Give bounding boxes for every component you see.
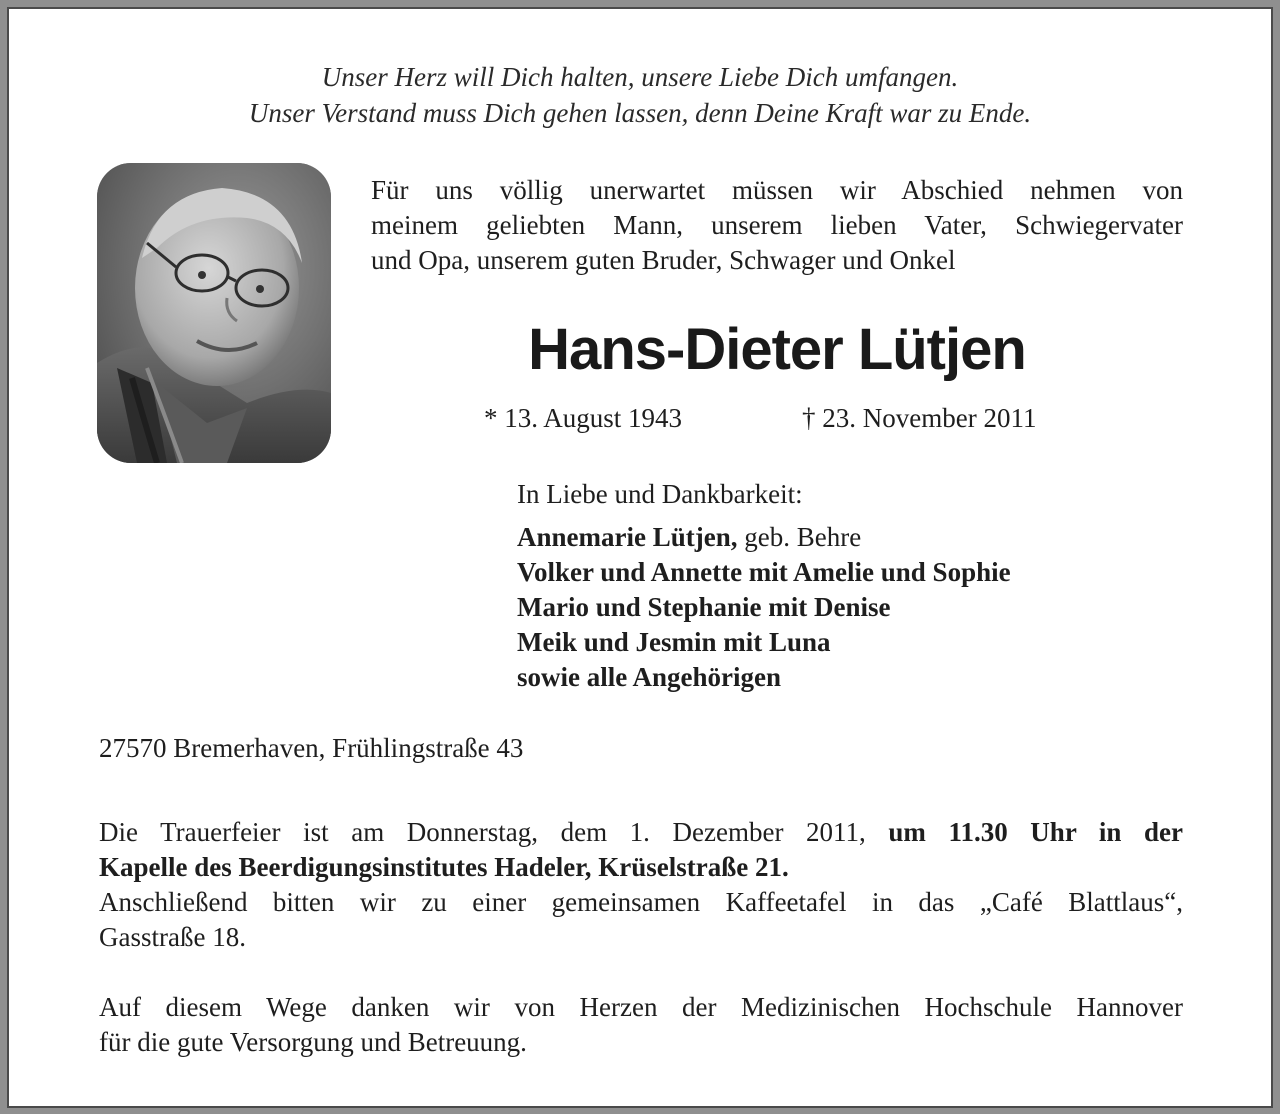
death-date: † 23. November 2011 [802,403,1037,433]
portrait-photo-icon [97,163,331,463]
funeral-location: Kapelle des Beerdigungsinstitutes Hadeler, Krüselstraße 21. [99,852,789,882]
funeral-info [99,815,1183,885]
motto-verse [9,59,1271,131]
family-spouse [517,520,1011,555]
thanks-line-1: Auf diesem Wege danken wir von Herzen der Medizinischen Hochschule Hannover [99,992,1183,1022]
thanks-line-2: für die gute Versorgung und Betreuung. [99,1027,527,1057]
intro-line-2: meinem geliebten Mann, unserem lieben Vater, Schwiegervater [371,210,1183,240]
spouse-name: Annemarie Lütjen, [517,522,738,552]
funeral-date: Die Trauerfeier ist am Donnerstag, dem 1. Dezember 2011, [99,817,889,847]
motto-line-1: Unser Herz will Dich halten, unsere Liebe Dich umfangen. [321,62,959,92]
reception-info [99,885,1183,955]
deceased-name: Hans-Dieter Lütjen [528,317,1026,382]
family-heading: In Liebe und Dankbarkeit: [517,479,803,509]
family-member: Meik und Jesmin mit Luna [517,627,831,657]
funeral-time: um 11.30 Uhr in der [888,817,1183,847]
family-signatures [517,477,1011,695]
reception-line-2: Gasstraße 18. [99,922,246,952]
family-member: Volker und Annette mit Amelie und Sophie [517,557,1011,587]
family-member: Mario und Stephanie mit Denise [517,592,891,622]
intro-text [371,173,1183,278]
family-address: 27570 Bremerhaven, Frühlingstraße 43 [99,733,524,763]
motto-line-2: Unser Verstand muss Dich gehen lassen, denn Deine Kraft war zu Ende. [248,98,1032,128]
family-member: sowie alle Angehörigen [517,662,781,692]
obituary-notice [7,7,1273,1108]
portrait-photo [97,163,331,463]
spouse-maiden-name: geb. Behre [737,522,862,552]
intro-line-3: und Opa, unserem guten Bruder, Schwager und Onkel [371,245,956,275]
birth-date: * 13. August 1943 [484,403,683,433]
thanks-note [99,990,1183,1060]
funeral-line-1 [99,815,1183,850]
intro-line-1: Für uns völlig unerwartet müssen wir Abschied nehmen von [371,175,1183,205]
reception-line-1: Anschließend bitten wir zu einer gemeinsamen Kaffeetafel in das „Café Blattlaus“, [99,887,1183,917]
